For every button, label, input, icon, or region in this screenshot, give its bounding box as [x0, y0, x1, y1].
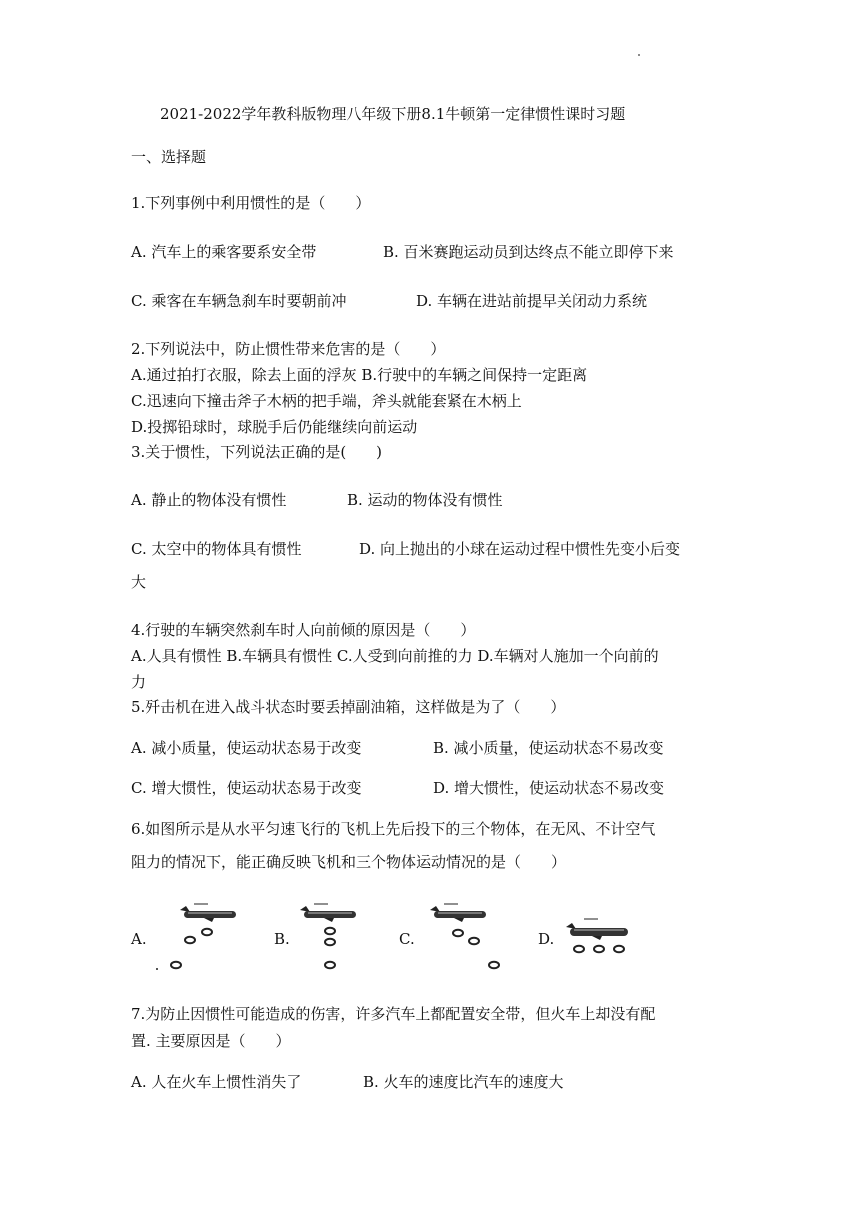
dropped-object [489, 962, 499, 969]
dropped-object [325, 939, 335, 946]
q4-line-2: 力 [131, 673, 147, 691]
q6-figure-b [290, 900, 380, 972]
q4-stem: 4.行驶的车辆突然刹车时人向前倾的原因是（ ） [131, 621, 476, 639]
q7-stem-line-1: 7.为防止因惯性可能造成的伤害，许多汽车上都配置安全带，但火车上却没有配 [131, 1005, 656, 1023]
q6-figure-d [560, 915, 640, 960]
q3-option-d: D. 向上抛出的小球在运动过程中惯性先变小后变 [359, 540, 681, 558]
q5-option-c: C. 增大惯性，使运动状态易于改变 [131, 779, 362, 797]
q6-stem-line-1: 6.如图所示是从水平匀速飞行的飞机上先后投下的三个物体，在无风、不计空气 [131, 820, 656, 838]
q6-figure-d-label: D. [538, 930, 555, 948]
q6-figure-a-label: A. [131, 930, 147, 948]
stray-dot [638, 54, 640, 56]
dropped-object [453, 930, 463, 937]
q3-option-d-cont: 大 [131, 573, 147, 591]
dropped-object [185, 937, 195, 944]
dropped-object [171, 962, 181, 969]
dropped-object [614, 946, 624, 953]
q3-option-c: C. 太空中的物体具有惯性 [131, 540, 302, 558]
q1-option-d: D. 车辆在进站前提早关闭动力系统 [416, 292, 648, 310]
q3-option-a: A. 静止的物体没有惯性 [131, 491, 287, 509]
dropped-object [325, 962, 335, 969]
q6-figure-b-label: B. [274, 930, 290, 948]
airplane-icon [566, 919, 628, 940]
q5-option-d: D. 增大惯性，使运动状态不易改变 [433, 779, 665, 797]
q6-figure-a [150, 900, 250, 972]
q7-stem-line-2: 置. 主要原因是（ ） [131, 1032, 291, 1050]
q2-line-2: C.迅速向下撞击斧子木柄的把手端，斧头就能套紧在木柄上 [131, 392, 522, 410]
q5-option-b: B. 减小质量，使运动状态不易改变 [433, 739, 664, 757]
q3-option-b: B. 运动的物体没有惯性 [347, 491, 503, 509]
q3-stem: 3.关于惯性，下列说法正确的是( ) [131, 443, 383, 461]
q1-option-b: B. 百米赛跑运动员到达终点不能立即停下来 [383, 243, 674, 261]
q5-option-a: A. 减小质量，使运动状态易于改变 [131, 739, 362, 757]
q6-stem-line-2: 阻力的情况下，能正确反映飞机和三个物体运动情况的是（ ） [131, 853, 567, 871]
q1-option-a: A. 汽车上的乘客要系安全带 [131, 243, 317, 261]
q5-stem: 5.歼击机在进入战斗状态时要丢掉副油箱，这样做是为了（ ） [131, 698, 566, 716]
dropped-object [574, 946, 584, 953]
airplane-icon [180, 904, 236, 922]
q7-option-b: B. 火车的速度比汽车的速度大 [363, 1073, 564, 1091]
dropped-object [202, 929, 212, 936]
airplane-icon [300, 904, 356, 922]
dropped-object [594, 946, 604, 953]
q1-option-c: C. 乘客在车辆急刹车时要朝前冲 [131, 292, 347, 310]
section-heading: 一、选择题 [131, 148, 207, 166]
q2-stem: 2.下列说法中，防止惯性带来危害的是（ ） [131, 340, 446, 358]
q6-figure-c [420, 900, 520, 972]
dropped-object [325, 928, 335, 935]
dropped-object [469, 938, 479, 945]
q2-line-3: D.投掷铅球时，球脱手后仍能继续向前运动 [131, 418, 418, 436]
q4-line-1: A.人具有惯性 B.车辆具有惯性 C.人受到向前推的力 D.车辆对人施加一个向前的 [131, 647, 659, 665]
q7-option-a: A. 人在火车上惯性消失了 [131, 1073, 302, 1091]
airplane-icon [430, 904, 486, 922]
document-title: 2021-2022学年教科版物理八年级下册8.1牛顿第一定律惯性课时习题 [160, 105, 626, 123]
q1-stem: 1.下列事例中利用惯性的是（ ） [131, 194, 371, 212]
q6-figure-c-label: C. [399, 930, 415, 948]
q2-line-1: A.通过拍打衣服，除去上面的浮灰 B.行驶中的车辆之间保持一定距离 [131, 366, 588, 384]
